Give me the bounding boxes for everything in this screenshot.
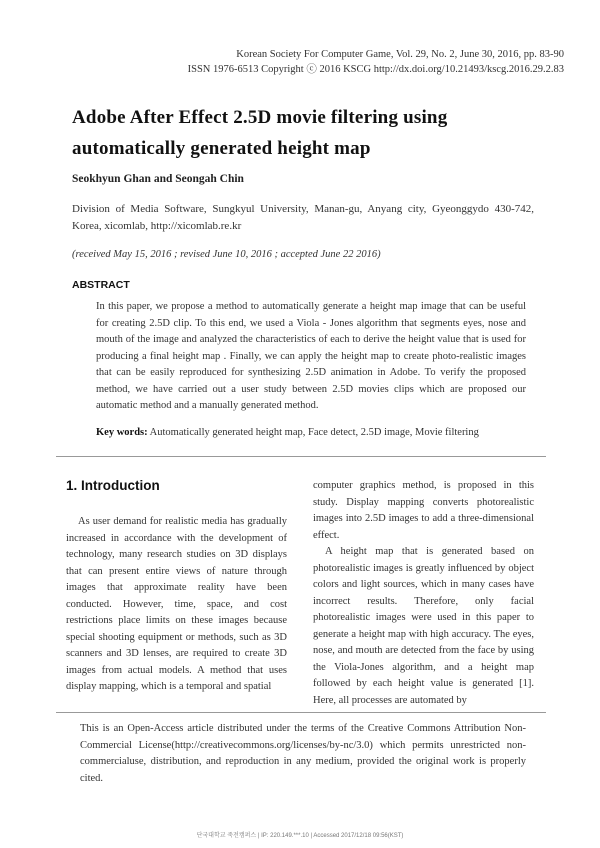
author-affiliation: Division of Media Software, Sungkyul University, Manan-gu, Anyang city, Gyeonggydo 430-742, Korea, xicomlab, http://xicomlab.re.kr: [72, 203, 534, 232]
left-column: [66, 514, 287, 696]
journal-header-line1: Korean Society For Computer Game, Vol. 29, No. 2, June 30, 2016, pp. 83-90: [236, 49, 564, 60]
keywords: [96, 427, 536, 438]
section-divider: [56, 456, 546, 457]
journal-header-line2: ISSN 1976-6513 Copyright ⓒ 2016 KSCG http://dx.doi.org/10.21493/kscg.2016.29.2.83: [187, 64, 564, 75]
received-dates: (received May 15, 2016 ; revised June 10, 2016 ; accepted June 22 2016): [72, 249, 381, 260]
open-access-footnote: This is an Open-Access article distributed under the terms of the Creative Commons Attribution Non-Commercial License(http://creativecommons.org/licenses/by-nc/3.0) which permits unrestricted non-commercialuse, distribution, and reproduction in any medium, provided the original work is properly cited.: [80, 723, 526, 784]
abstract-text: In this paper, we propose a method to automatically generate a height map image that can be useful for creating 2.5D clip. To this end, we used a Viola - Jones algorithm that segments eyes, nose and mouth of the image and analyzed the characteristics of each to derive the height value that is used for producing a final height map . Finally, we can apply the height map to create photo-realistic images that can be easily reproduced for synthesizing 2.5D animation in Adobe. To verify the proposed method, we have carried out a user study between 2.5D movies clips which are proposed our automatic method and a manually generated method.: [96, 301, 526, 411]
section-heading-introduction: 1. Introduction: [66, 478, 160, 493]
footnote-divider: [56, 712, 546, 713]
paper-title: Adobe After Effect 2.5D movie filtering using automatically generated height map: [72, 107, 448, 159]
keywords-text: Automatically generated height map, Face detect, 2.5D image, Movie filtering: [149, 427, 479, 438]
intro-paragraph-1: As user demand for realistic media has gradually increased in accordance with the development of technology, many research studies on 3D displays that can present entire views of nature through images that approximate reality have been conducted. However, time, space, and cost restrictions place limits on these images because special shooting equipment or methods, such as 3D scanners and 3D lenses, are required to create 3D images from actual models. A method that uses display mapping, which is a temporal and spatial: [66, 516, 287, 692]
intro-paragraph-2: computer graphics method, is proposed in this study. Display mapping converts photorealistic images into 2.5D images to add a three-dimensional effect.: [313, 480, 534, 541]
download-info: 단국대학교 죽전캠퍼스 | IP: 220.149.***.10 | Accessed 2017/12/18 09:56(KST): [196, 833, 404, 839]
paper-authors: Seokhyun Ghan and Seongah Chin: [72, 173, 244, 185]
intro-paragraph-3: A height map that is generated based on photorealistic images is greatly influenced by object colors and light sources, which in many cases have incorrect results. Therefore, only facial photorealistic images were used in this paper to generate a height map with high accuracy. The eyes, nose, and mouth are detected from the face by using the Viola-Jones algorithm, and a height map followed by each height value is generated [1]. Here, all processes are automated by: [313, 546, 534, 706]
right-column: [313, 478, 534, 709]
keywords-label: Key words:: [96, 427, 148, 438]
abstract-heading: ABSTRACT: [72, 279, 130, 291]
